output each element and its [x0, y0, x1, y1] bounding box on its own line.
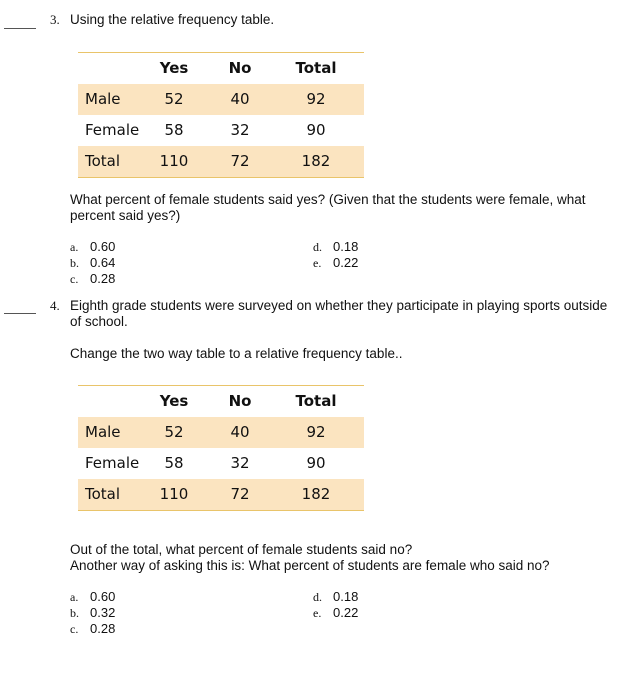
choice-letter: c. — [70, 622, 79, 636]
header-total: Total — [295, 392, 337, 410]
question-prompt-q3: Using the relative frequency table. — [70, 12, 275, 27]
header-yes: Yes — [159, 392, 189, 410]
cell-yes: 52 — [164, 90, 184, 108]
choice-e-q4[interactable] — [313, 605, 358, 621]
choice-value: 0.18 — [333, 589, 359, 604]
choice-c-q3[interactable] — [70, 271, 115, 287]
header-no: No — [228, 392, 252, 410]
table-header-row — [78, 53, 364, 84]
question-number-q3: 3. — [50, 12, 60, 27]
choice-value: 0.28 — [90, 621, 116, 636]
table-bottom-border — [78, 510, 364, 511]
choice-value: 0.32 — [90, 605, 116, 620]
choice-letter: e. — [313, 606, 322, 620]
table-bottom-border — [78, 177, 364, 178]
table-row-female — [78, 115, 364, 146]
cell-total: 182 — [301, 485, 331, 503]
cell-no: 32 — [230, 454, 250, 472]
table-row-female — [78, 448, 364, 479]
cell-no: 40 — [230, 423, 250, 441]
choice-value: 0.60 — [90, 239, 116, 254]
answer-blank-q4 — [4, 313, 36, 314]
header-yes: Yes — [159, 59, 189, 77]
table-header-row — [78, 386, 364, 417]
row-label: Total — [85, 485, 121, 503]
cell-total: 90 — [306, 454, 326, 472]
cell-total: 92 — [306, 423, 326, 441]
row-label: Male — [85, 90, 121, 108]
table-row-total — [78, 479, 364, 510]
cell-no: 72 — [230, 485, 250, 503]
choice-letter: e. — [313, 256, 322, 270]
cell-total: 92 — [306, 90, 326, 108]
choice-b-q3[interactable] — [70, 255, 115, 271]
header-total: Total — [295, 59, 337, 77]
cell-yes: 52 — [164, 423, 184, 441]
choice-value: 0.60 — [90, 589, 116, 604]
choice-a-q3[interactable] — [70, 239, 115, 255]
frequency-table-q4 — [78, 385, 364, 511]
choice-letter: a. — [70, 590, 79, 604]
cell-no: 32 — [230, 121, 250, 139]
row-label: Total — [85, 152, 121, 170]
choice-value: 0.22 — [333, 255, 359, 270]
frequency-table-q3 — [78, 52, 364, 178]
choice-letter: d. — [313, 240, 322, 254]
choice-value: 0.28 — [90, 271, 116, 286]
cell-no: 40 — [230, 90, 250, 108]
choice-letter: b. — [70, 256, 79, 270]
choice-value: 0.18 — [333, 239, 359, 254]
choice-c-q4[interactable] — [70, 621, 115, 637]
question-text-q3-line2: percent said yes?) — [70, 208, 181, 223]
choice-d-q3[interactable] — [313, 239, 358, 255]
row-label: Female — [85, 121, 140, 139]
choice-value: 0.22 — [333, 605, 359, 620]
cell-yes: 110 — [159, 152, 189, 170]
row-label: Male — [85, 423, 121, 441]
choice-b-q4[interactable] — [70, 605, 115, 621]
question-instruction-q4: Change the two way table to a relative frequency table.. — [70, 346, 403, 361]
cell-yes: 58 — [164, 454, 184, 472]
choice-a-q4[interactable] — [70, 589, 115, 605]
cell-total: 182 — [301, 152, 331, 170]
table-row-male — [78, 84, 364, 115]
question-text-q4-line1: Out of the total, what percent of female students said no? — [70, 542, 413, 557]
choice-letter: b. — [70, 606, 79, 620]
cell-no: 72 — [230, 152, 250, 170]
choice-d-q4[interactable] — [313, 589, 358, 605]
cell-total: 90 — [306, 121, 326, 139]
table-row-total — [78, 146, 364, 177]
cell-yes: 110 — [159, 485, 189, 503]
choice-letter: a. — [70, 240, 79, 254]
answer-blank-q3 — [4, 28, 36, 29]
choice-value: 0.64 — [90, 255, 116, 270]
question-prompt-q4-line1: Eighth grade students were surveyed on whether they participate in playing sports outside — [70, 298, 608, 313]
header-no: No — [228, 59, 252, 77]
choice-e-q3[interactable] — [313, 255, 358, 271]
row-label: Female — [85, 454, 140, 472]
question-prompt-q4-line2: of school. — [70, 314, 128, 329]
question-text-q3-line1: What percent of female students said yes? (Given that the students were female, what — [70, 192, 586, 207]
choice-letter: d. — [313, 590, 322, 604]
table-row-male — [78, 417, 364, 448]
question-number-q4: 4. — [50, 298, 60, 313]
cell-yes: 58 — [164, 121, 184, 139]
question-text-q4-line2: Another way of asking this is: What percent of students are female who said no? — [70, 558, 550, 573]
choice-letter: c. — [70, 272, 79, 286]
